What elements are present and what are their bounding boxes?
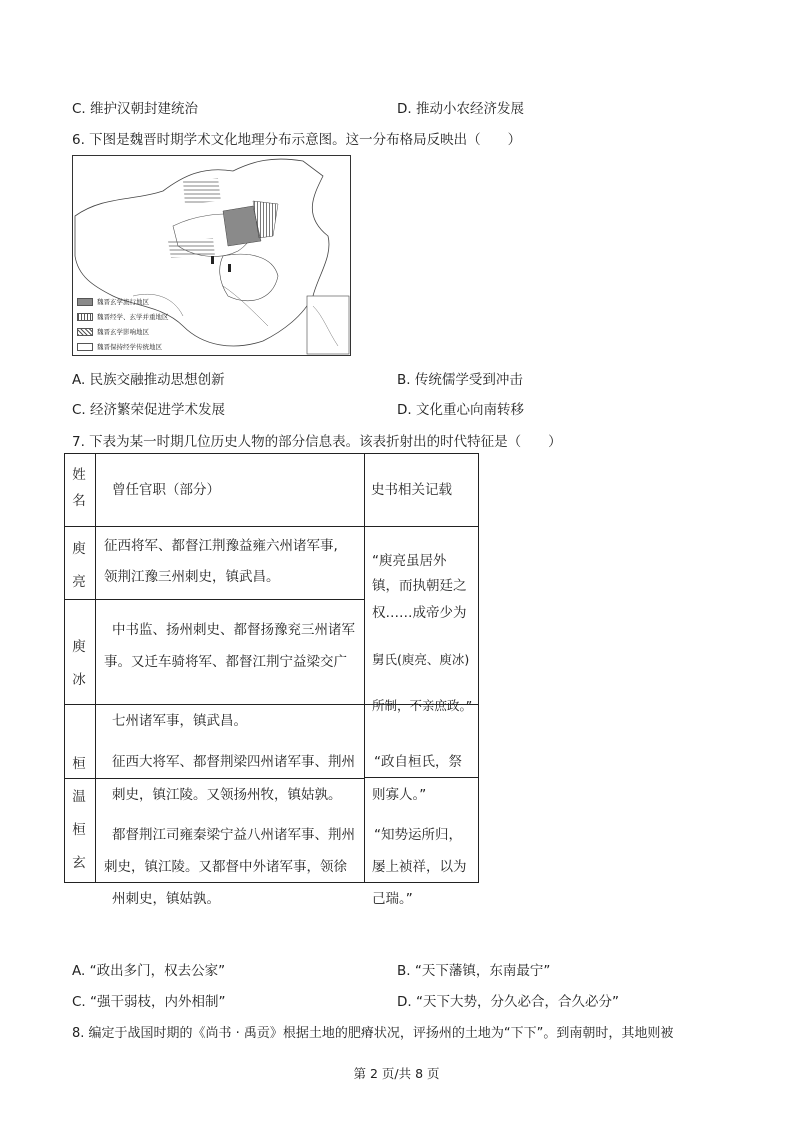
record-line: 权……成帝少为 [372, 605, 467, 621]
legend-item [77, 342, 162, 351]
record-line: 屡上祯祥，以为 [372, 859, 467, 875]
post-line: 刺史，镇江陵。又领扬州牧，镇姑孰。 [112, 787, 342, 803]
q8-stem: 8. 编定于战国时期的《尚书 · 禹贡》根据土地的肥瘠状况，评扬州的土地为“下下”。到南朝时，其地则被 [72, 1026, 674, 1041]
post-line: 征西大将军、都督荆梁四州诸军事、荆州 [112, 754, 355, 770]
legend-label: 魏晋保持经学传统地区 [97, 343, 162, 351]
record-line: 镇，而执朝廷之 [372, 578, 467, 594]
person-name: 桓 温 [72, 756, 86, 805]
q7-option-d: D. “天下大势，分久必合，合久必分” [397, 994, 619, 1010]
record-line: 己瑞。” [372, 891, 413, 907]
post-line: 征西将军、都督江荆豫益雍六州诸军事, [104, 538, 338, 554]
q6-option-b: B. 传统儒学受到冲击 [397, 372, 523, 388]
person-name: 桓 玄 [72, 822, 86, 871]
q6-option-d: D. 文化重心向南转移 [397, 402, 524, 418]
person-name: 庾 冰 [72, 639, 86, 688]
q7-option-a: A. “政出多门，权去公家” [72, 963, 226, 979]
legend-item [77, 297, 149, 306]
record-line: “庾亮虽居外 [372, 553, 447, 569]
header-name: 姓 名 [72, 467, 86, 509]
map-drawing [73, 156, 350, 355]
header-posts: 曾任官职（部分） [112, 482, 220, 498]
legend-swatch [77, 343, 93, 351]
record-line: “政自桓氏，祭 [374, 754, 462, 770]
legend-swatch [77, 328, 93, 336]
post-line: 刺史，镇江陵。又都督中外诸军事，领徐 [104, 859, 347, 875]
q6-option-c: C. 经济繁荣促进学术发展 [72, 402, 226, 418]
culture-distribution-map [72, 155, 351, 356]
post-line: 都督荆江司雍秦梁宁益八州诸军事、荆州 [112, 827, 355, 843]
record-line: “知势运所归， [374, 827, 462, 843]
legend-label: 魏晋经学、玄学并重地区 [97, 313, 169, 321]
q5-option-c: C. 维护汉朝封建统治 [72, 101, 199, 117]
post-line: 中书监、扬州刺史、都督扬豫兖三州诸军 [112, 622, 355, 638]
record-line: 舅氏(庾亮、庾冰) [372, 652, 470, 667]
q7-option-b: B. “天下藩镇，东南最宁” [397, 963, 551, 979]
q6-stem: 6. 下图是魏晋时期学术文化地理分布示意图。这一分布格局反映出（ ） [72, 132, 522, 148]
header-records: 史书相关记载 [371, 482, 452, 498]
post-line: 领荆江豫三州刺史，镇武昌。 [104, 569, 280, 585]
post-line: 七州诸军事，镇武昌。 [112, 713, 247, 729]
legend-swatch [77, 298, 93, 306]
post-line: 事。又迁车骑将军、都督江荆宁益梁交广 [104, 654, 347, 670]
legend-label: 魏晋玄学影响地区 [97, 328, 149, 336]
person-name: 庾 亮 [72, 541, 86, 590]
page-number: 第 2 页/共 8 页 [353, 1066, 440, 1081]
q7-stem: 7. 下表为某一时期几位历史人物的部分信息表。该表折射出的时代特征是（ ） [72, 434, 562, 450]
post-line: 州刺史，镇姑孰。 [112, 891, 220, 907]
q7-option-c: C. “强干弱枝，内外相制” [72, 994, 226, 1010]
legend-item [77, 327, 149, 336]
record-line: 则寡人。” [372, 787, 427, 803]
q5-option-d: D. 推动小农经济发展 [397, 101, 524, 117]
q6-option-a: A. 民族交融推动思想创新 [72, 372, 225, 388]
legend-label: 魏晋玄学流行地区 [97, 298, 149, 306]
legend-item [77, 312, 169, 321]
record-line: 所制，不亲庶政。” [372, 698, 473, 713]
legend-swatch [77, 313, 93, 321]
